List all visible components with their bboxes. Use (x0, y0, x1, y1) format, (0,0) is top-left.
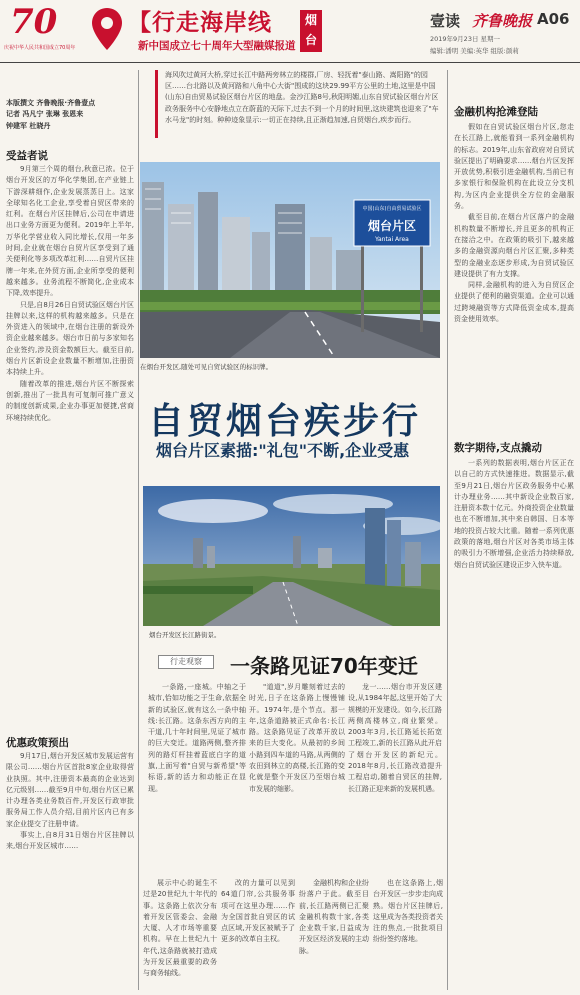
column-tag: 烟台 (300, 10, 322, 52)
page-number: A06 (537, 10, 570, 28)
main-headline: 自贸烟台疾步行 (148, 401, 422, 442)
bottom-paragraph-2: 改的力量可以见到64道门帘,公共服务事项可在这里办理……作为全国首批自贸区的试点区域,开发区被赋予了更多的改革自主权。 (221, 879, 295, 944)
aerial-city-illustration (143, 486, 440, 626)
observation-col-1 (148, 682, 246, 872)
left-paragraph-1: 9月第三个周的烟台,秋意已浓。位于烟台开发区的万华化学集团,在产业链上下游深耕细作,企业发展蒸蒸日上。这家全球知名化工企业,享受着自贸区带来的红利。在烟台片区挂牌后,公司在申请进出口业务方面更为便利。2019年上半年,万华化学营业收入同比增长,仅用一年多时间,企业就在烟台自贸片区享受到了通关便利化等多项改革红利……自贸片区挂牌一年来,在外贸方面,企业所享受的便利越来越多。业务流程不断简化,企业成本下降,效率提升。 (6, 165, 134, 298)
photo-street-sign (140, 162, 440, 358)
bottom-paragraph-1: 展示中心的诞生不过是20世纪九十年代的事。这条路上依次分布着开发区管委会、金融大厦、人才市场等重要机构。早在上世纪九十年代,这条路就被打造成为开发区最重要的政务与商务轴线。 (143, 879, 217, 978)
right-column-body-2 (454, 458, 574, 990)
observation-headline: 一条路见证70年变迁 (230, 654, 418, 678)
editor-credits: 编辑:潘明 美编:英华 组版:颜莉 (430, 47, 519, 55)
right-column-body (454, 122, 574, 432)
masthead (0, 0, 580, 62)
left-paragraph-4: 9月17日,烟台开发区城市发展运营有限公司……烟台片区首批8家企业取得营业执照。其中,注册资本最高的企业达到亿元级别……截至9月中旬,烟台片区已累计办理各类业务数百件,开发区行政审批服务局工作人员介绍,目前片区内已有多家企业提交了注册申请。 (6, 752, 134, 828)
right-paragraph-1: 假如在自贸试验区烟台片区,您走在长江路上,就能看到一系列金融机构的标志。2019年,山东省政府对自贸试验区提出了明确要求……烟台片区发挥开放优势,积极引进金融机构,当前已有多家银行和保险机构在此设立分支机构,为区内企业提供全方位的金融服务。 (454, 123, 574, 211)
sign-line-2: 烟台片区 (367, 219, 417, 233)
reporter-byline: 本版撰文 齐鲁晚报·齐鲁壹点 记者 冯凡宁 张琳 张恩来 钟建军 杜晓丹 (6, 99, 96, 130)
right-paragraph-3: 同样,金融机构的进入为自贸区企业提供了便利的融资渠道。企业可以通过跨境融资等方式降低资金成本,提高资金使用效率。 (454, 281, 574, 324)
observation-paragraph-1: 一条路,一座城。中轴之于城市,恰如功能之于生命,依据全新的试验区,就有这么一条中轴线:长江路。这条东西方向的主干道,几十年时间里,见证了城市的巨大变迁。道路两侧,整齐排列的路灯杆挂着蓝底白字的道旗,上面写着"自贸与新希望"等标语,新的活力和动能正在显现。 (148, 683, 246, 793)
bottom-paragraph-4: 也在这条路上,烟台开发区一步步走向成熟。烟台片区挂牌后,这里成为各类投资者关注的焦点,一批批项目纷纷签约落地。 (373, 879, 443, 944)
photo-aerial-city (143, 486, 440, 626)
left-paragraph-2: 只是,自8月26日自贸试验区烟台片区挂牌以来,这样的机构越来越多。只是在外资进入的领域中,在烟台注册的新设外资企业越来越多。烟台市日前与多家知名企业签约,涉及资金数额巨大。截至目前,烟台片区新设企业数量不断增加,注册资本持续上升。 (6, 300, 134, 377)
photo1-caption: 在烟台开发区,随处可见自贸试验区的标识牌。 (140, 363, 273, 371)
right-paragraph-2: 截至目前,在烟台片区落户的金融机构数量不断增长,并且更多的机构正在接洽之中。在政策的吸引下,越来越多的金融资源向烟台片区汇聚,多种类型的金融业态逐步形成,为自贸试验区建设提供了有力支撑。 (454, 213, 574, 278)
bottom-col-3 (299, 878, 369, 990)
logo-caption: 庆祝中华人民共和国成立70周年 (4, 45, 76, 51)
column-subtitle: 新中国成立七十周年大型融媒报道 (138, 40, 296, 52)
observation-label: 行走观察 (158, 655, 214, 669)
issue-date: 2019年9月23日 星期一 (430, 35, 501, 43)
observation-paragraph-2: "道道",岁月雕刻着过去的时光,日子在这条路上慢慢铺开。1974年,是个节点。那一年,这条道路被正式命名:长江路。这条路见证了改革开放以来的巨大变化。从最初的乡间小路到四车道的马路,从两侧的农田到林立的高楼,长江路的变化就是整个开发区乃至烟台城市发展的缩影。 (249, 683, 345, 793)
photo2-caption: 烟台开发区长江路街景。 (149, 631, 221, 639)
sign-line-3: Yantai Area (375, 236, 409, 243)
bottom-paragraph-3: 金融机构和企业纷纷落户于此。截至目前,长江路两侧已汇聚金融机构数十家,各类企业数千家,日益成为开发区经济发展的主动脉。 (299, 879, 369, 955)
subhead-policy: 优惠政策预出 (6, 737, 69, 749)
subhead-beneficiary: 受益者说 (6, 150, 48, 162)
observation-paragraph-3: 龙一……烟台市开发区建设,从1984年起,这里开始了大规模的开发建设。如今,长江路两侧高楼林立,商业繁荣。2003年3月,长江路延长拓宽工程竣工,新的长江路从此开启了烟台开发区的新纪元。2018年8月,长江路改造提升工程启动,随着自贸区的挂牌,长江路正迎来新的发展机遇。 (348, 683, 442, 793)
subhead-data: 数字期待,支点撬动 (454, 442, 542, 454)
left-column-body (6, 164, 134, 684)
map-pin-icon (90, 6, 124, 52)
sub-headline: 烟台片区素描:"礼包"不断,企业受惠 (156, 441, 410, 460)
column-title: 【行走海岸线 (128, 10, 272, 36)
intro-accent-bar (155, 70, 158, 138)
observation-col-3 (348, 682, 442, 872)
column-divider-left (138, 70, 139, 990)
sign-line-1: 中国(山东)自由贸易试验区 (362, 206, 422, 212)
paper-name: 齐鲁晚报 (472, 12, 533, 30)
observation-col-2 (249, 682, 345, 872)
left-paragraph-3: 随着改革的推进,烟台片区不断探索创新,推出了一批具有可复制可推广意义的制度创新成果,企业办事更加便捷,营商环境持续优化。 (6, 379, 134, 422)
right-paragraph-4: 一系列的数据表明,烟台片区正在以自己的方式快速推进。数据显示,截至9月21日,烟台片区政务服务中心累计办理业务……其中新设企业数百家,注册资本数十亿元。外商投资企业数量也在不断增加,其中来自韩国、日本等地的投资占较大比重。随着一系列优惠政策的落地,烟台片区对各类市场主体的吸引力不断增强,企业活力持续释放,烟台自贸试验区建设正步入快车道。 (454, 459, 574, 569)
street-scene-illustration (140, 162, 440, 358)
masthead-rule (0, 62, 580, 63)
70th-anniversary-logo (4, 4, 82, 54)
subhead-finance: 金融机构抢滩登陆 (454, 106, 538, 118)
bottom-col-4 (373, 878, 443, 990)
left-paragraph-5: 事实上,自8月31日烟台片区挂牌以来,烟台开发区城市…… (6, 831, 134, 851)
intro-lede: 海风吹过黄河大桥,穿过长江中路两旁林立的楼群,厂房、轻抚着"泰山路、嵩阳路"的园区……台北路以及黄河路和八角中心大街"围成的这块29.99平方公里的土地,这里是中国(山东)自由贸易试验区烟台片区的地盘。金沙江路8号,秋阳明媚,山东自贸试验区烟台片区政务服务中心安静地点立在蔚蓝的天际下,过去不到一个月的时间里,这块建筑也迎来了"车水马龙"的时刻。种种迹象显示:一切正在持续,且正渐趋加速,自贸烟台,疾步而行。 (165, 71, 439, 124)
logo-number: 70 (10, 2, 58, 42)
bottom-col-1 (143, 878, 217, 990)
left-column-body-2 (6, 751, 134, 991)
column-divider-right (447, 70, 448, 990)
section-name: 壹读 (430, 12, 461, 30)
bottom-col-2 (221, 878, 295, 990)
